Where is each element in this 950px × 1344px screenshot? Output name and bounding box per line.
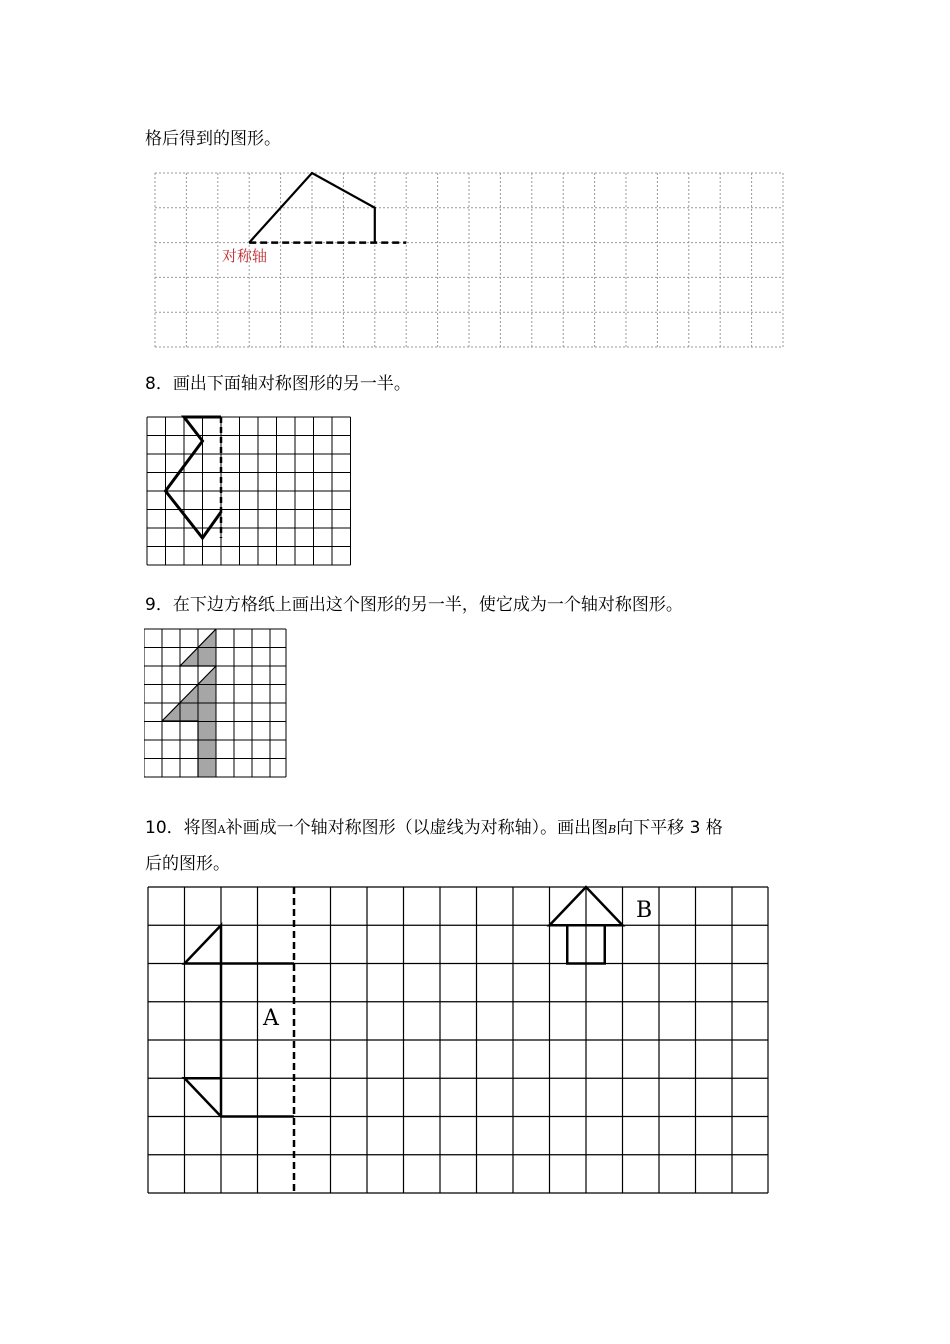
- grid-lines: [148, 887, 768, 1193]
- inline-label-b: B: [608, 823, 617, 836]
- question-9-prompt: 在下边方格纸上画出这个图形的另一半，使它成为一个轴对称图形。: [172, 595, 683, 615]
- grid-label-b: B: [636, 898, 653, 923]
- question-10-prompt-part1: 将图: [183, 818, 218, 838]
- question-7-text-tail: 格后得到的图形。: [145, 129, 281, 149]
- question-9-text: [145, 594, 683, 616]
- question-8-number: 8．: [145, 374, 173, 394]
- question-10-text: [145, 817, 723, 841]
- question-10-number: 10．: [145, 818, 184, 838]
- grid-lines: [147, 417, 351, 565]
- inline-label-a: A: [217, 823, 226, 836]
- question-10-prompt-part2: 补画成一个轴对称图形（以虚线为对称轴）。画出图: [225, 818, 609, 838]
- figure-7-grid: [150, 168, 790, 352]
- symmetry-axis-label: 对称轴: [222, 247, 268, 265]
- question-10-prompt-part3: 向下平移 3 格: [616, 818, 723, 838]
- figure-9-grid: [144, 626, 290, 782]
- figure-8-grid: [144, 414, 356, 568]
- figure-10-grid: [144, 882, 772, 1198]
- question-10-text-line2: 后的图形。: [145, 854, 230, 874]
- question-9-number: 9．: [145, 595, 173, 615]
- question-8-text: [145, 373, 411, 395]
- question-8-prompt: 画出下面轴对称图形的另一半。: [172, 374, 411, 394]
- grid-label-a: A: [263, 1006, 279, 1031]
